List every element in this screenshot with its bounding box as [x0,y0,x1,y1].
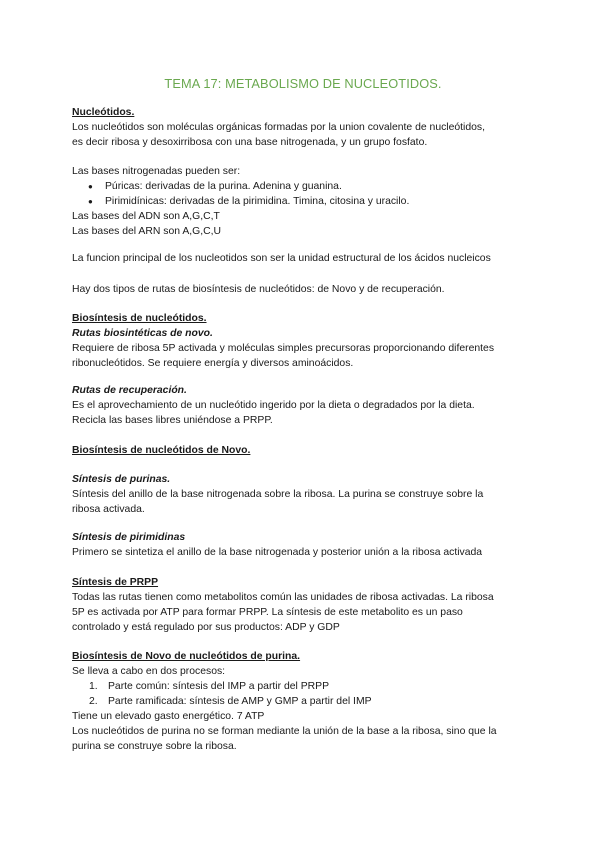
section-biosintesis [72,311,534,371]
paragraph-funcion [72,251,534,266]
paragraph-line: 5P es activada por ATP para formar PRPP. La síntesis de este metabolito es un paso [72,607,463,618]
paragraph-line: La funcion principal de los nucleotidos son ser la unidad estructural de los ácidos nucleicos [72,253,491,264]
section-bases [72,164,534,239]
paragraph-line: Los nucleótidos son moléculas orgánicas formadas por la union covalente de nucleótidos, [72,122,485,133]
paragraph-line: Es el aprovechamiento de un nucleótido ingerido por la dieta o degradados por la dieta. [72,400,475,411]
paragraph-line: Las bases del ARN son A,G,C,U [72,226,222,237]
paragraph-line: Se lleva a cabo en dos procesos: [72,666,226,677]
paragraph-line: Los nucleótidos de purina no se forman mediante la unión de la base a la ribosa, sino que la [72,726,497,737]
section-heading: Síntesis de PRPP [72,577,159,588]
paragraph-line: Todas las rutas tienen como metabolitos común las unidades de ribosa activadas. La ribosa [72,592,494,603]
paragraph-line: Síntesis del anillo de la base nitrogenada sobre la ribosa. La purina se construye sobre la [72,489,484,500]
paragraph-line: controlado y está regulado por sus productos: ADP y GDP [72,622,340,633]
list-item [72,679,534,694]
list-number: 1. [89,681,98,692]
steps-list [72,679,534,709]
section-heading: Biosíntesis de nucleótidos. [72,313,207,324]
section-pirimidinas [72,530,534,560]
paragraph-line: Requiere de ribosa 5P activada y moléculas simples precursoras proporcionando diferentes [72,343,495,354]
list-item: ● Pirimidínicas: derivadas de la pirimidina. Timina, citosina y uracilo. [72,194,534,209]
section-nucleotidos [72,105,534,150]
list-item-text: Parte común: síntesis del IMP a partir del PRPP [108,681,329,692]
section-prpp [72,575,534,635]
subsection-heading: Rutas biosintéticas de novo. [72,328,213,339]
paragraph-line: ribonucleótidos. Se requiere energía y diversos aminoácidos. [72,358,354,369]
list-item: ● Púricas: derivadas de la purina. Adenina y guanina. [72,179,534,194]
paragraph-line: Las bases del ADN son A,G,C,T [72,211,220,222]
section-purinas [72,472,534,517]
subsection-heading: Rutas de recuperación. [72,385,187,396]
bases-list [72,179,534,209]
subsection-heading: Síntesis de purinas. [72,474,171,485]
paragraph-line: purina se construye sobre la ribosa. [72,741,237,752]
section-heading: Biosíntesis de nucleótidos de Novo. [72,445,251,456]
list-item [72,694,534,709]
paragraph-line: Recicla las bases libres uniéndose a PRPP. [72,415,273,426]
page-title: TEMA 17: METABOLISMO DE NUCLEOTIDOS. [164,76,442,91]
section-recuperacion [72,383,534,428]
section-novo [72,443,534,458]
paragraph-line: es decir ribosa y desoxirribosa con una base nitrogenada, y un grupo fosfato. [72,137,428,148]
section-heading: Nucleótidos. [72,107,135,118]
paragraph-tipos [72,282,534,297]
subsection-heading: Síntesis de pirimidinas [72,532,186,543]
paragraph-line: ribosa activada. [72,504,145,515]
paragraph-line: Hay dos tipos de rutas de biosíntesis de nucleótidos: de Novo y de recuperación. [72,284,445,295]
list-number: 2. [89,696,98,707]
section-heading: Biosíntesis de Novo de nucleótidos de purina. [72,651,301,662]
paragraph-line: Primero se sintetiza el anillo de la base nitrogenada y posterior unión a la ribosa activada [72,547,483,558]
section-purina-novo [72,649,534,754]
paragraph-line: Tiene un elevado gasto energético. 7 ATP [72,711,265,722]
list-item-text: Parte ramificada: síntesis de AMP y GMP a partir del IMP [108,696,372,707]
paragraph-line: Las bases nitrogenadas pueden ser: [72,166,241,177]
